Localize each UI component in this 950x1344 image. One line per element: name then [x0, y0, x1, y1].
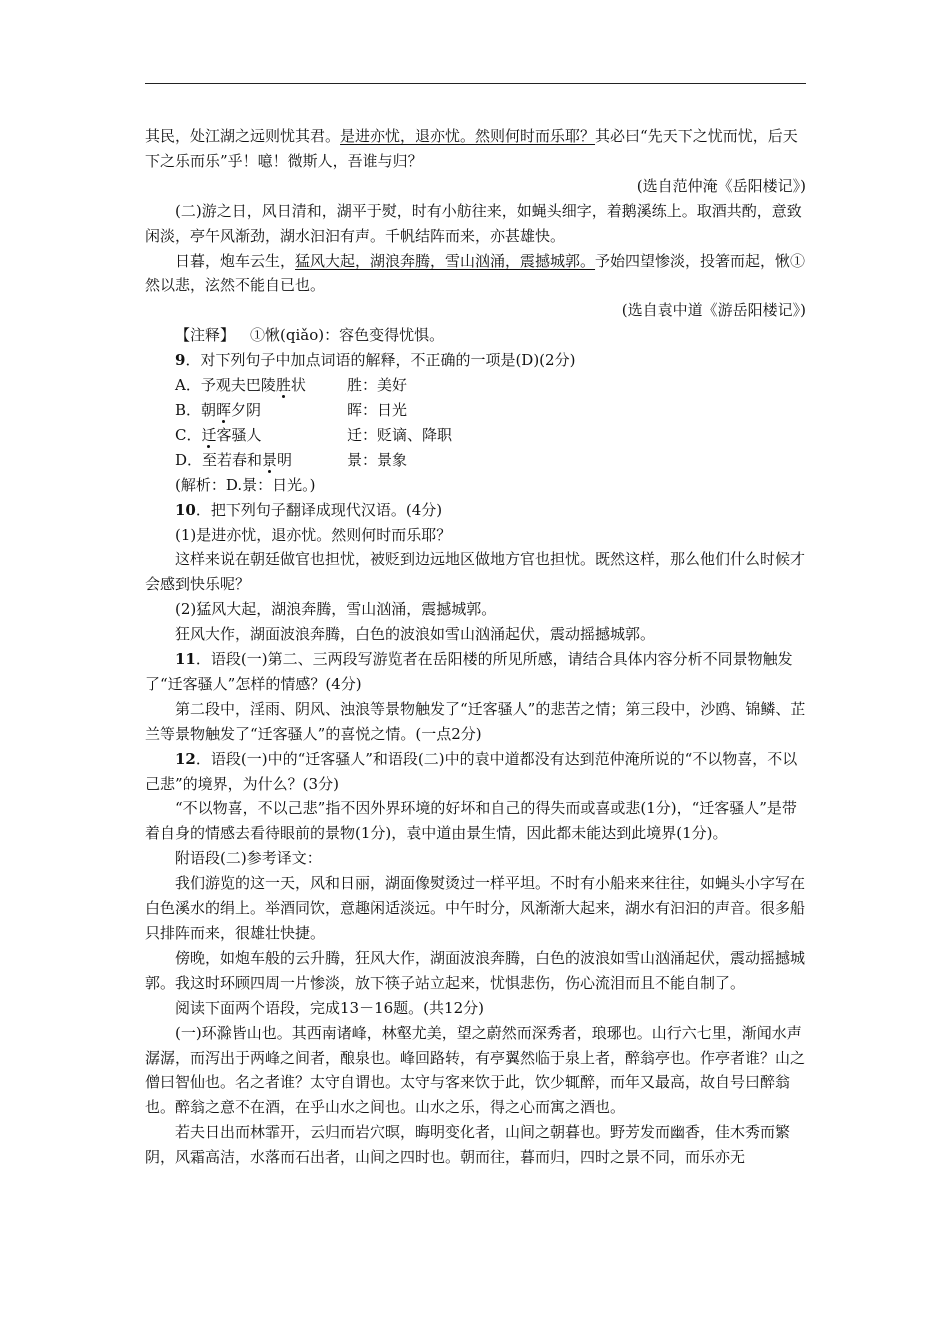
question-12: 12．语段(一)中的“迁客骚人”和语段(二)中的袁中道都没有达到范仲淹所说的“不以物喜，不以己悲”的境界，为什么？(3分) [145, 749, 798, 793]
document-body [145, 124, 806, 1170]
translation-para-1: 我们游览的这一天，风和日丽，湖面像熨烫过一样平坦。不时有小船来来往往，如蝇头小字写在白色溪水的绢上。举酒同饮，意趣闲适淡远。中午时分，风渐渐大起来，湖水有汩汩的声音。很多船只排阵而来，很雄壮快捷。 [145, 874, 806, 942]
option-d: D．至若春和景明 景：景象 [175, 450, 408, 469]
reading-instruction: 阅读下面两个语段，完成13－16题。(共12分) [175, 998, 484, 1017]
question-11: 11．语段(一)第二、三两段写游览者在岳阳楼的所见所感，请结合具体内容分析不同景物触发了“迁客骚人”怎样的情感？(4分) [145, 650, 793, 693]
underlined-sentence: 是进亦忧，退亦忧。然则何时而乐耶？ [340, 127, 596, 145]
question-11-answer: 第二段中，淫雨、阴风、浊浪等景物触发了“迁客骚人”的悲苦之情；第三段中，沙鸥、锦鳞、芷兰等景物触发了“迁客骚人”的喜悦之情。(一点2分) [145, 699, 806, 743]
question-10: 10．把下列句子翻译成现代汉语。(4分) [175, 500, 443, 519]
source-1: (选自范仲淹《岳阳楼记》) [636, 176, 806, 195]
question-10-answer-1: 这样来说在朝廷做官也担忧，被贬到边远地区做地方官也担忧。既然这样，那么他们什么时候才会感到快乐呢？ [145, 550, 806, 594]
header-rule [145, 83, 806, 84]
passage-3-para-2: 若夫日出而林霏开，云归而岩穴暝，晦明变化者，山间之朝暮也。野芳发而幽香，佳木秀而繁阴，风霜高洁，水落而石出者，山间之四时也。朝而往，暮而归，四时之景不同，而乐亦无 [145, 1123, 791, 1167]
translation-para-2: 傍晚，如炮车般的云升腾，狂风大作，湖面波浪奔腾，白色的波浪如雪山汹涌起伏，震动摇撼城郭。我这时环顾四周一片惨淡，放下筷子站立起来，忧惧悲伤，伤心流泪而且不能自制了。 [145, 948, 806, 992]
passage-2-para-2: 日暮，炮车云生，猛风大起，湖浪奔腾，雪山汹涌，震撼城郭。予始四望惨淡，投箸而起，愀①然以悲，泫然不能自已也。 [145, 251, 806, 295]
underlined-sentence: 猛风大起，湖浪奔腾，雪山汹涌，震撼城郭。 [295, 251, 596, 270]
annotation: 【注释】 ①愀(qiǎo)：容色变得忧惧。 [175, 326, 445, 345]
question-12-answer: “不以物喜，不以己悲”指不因外界环境的好坏和自己的得失而或喜或悲(1分)，“迁客骚人”是带着自身的情感去看待眼前的景物(1分)，袁中道由景生情，因此都未能达到此境界(1分)。 [145, 799, 797, 843]
question-10-item-2: (2)猛风大起，湖浪奔腾，雪山汹涌，震撼城郭。 [175, 600, 497, 619]
question-10-answer-2: 狂风大作，湖面波浪奔腾，白色的波浪如雪山汹涌起伏，震动摇撼城郭。 [175, 625, 656, 644]
option-a: A．予观夫巴陵胜状 胜：美好 [175, 376, 408, 395]
passage-3-para-1: (一)环滁皆山也。其西南诸峰，林壑尤美，望之蔚然而深秀者，琅琊也。山行六七里，渐闻水声潺潺，而泻出于两峰之间者，酿泉也。峰回路转，有亭翼然临于泉上者，醉翁亭也。作亭者谁？山之僧曰智仙也。名之者谁？太守自谓也。太守与客来饮于此，饮少辄醉，而年又最高，故自号曰醉翁也。醉翁之意不在酒，在乎山水之间也。山水之乐，得之心而寓之酒也。 [145, 1023, 806, 1117]
passage-1-end: 其民，处江湖之远则忧其君。是进亦忧，退亦忧。然则何时而乐耶？其必曰“先天下之忧而忧，后天下之乐而乐”乎！噫！微斯人，吾谁与归？ [145, 127, 798, 170]
question-9: 9．对下列句子中加点词语的解释，不正确的一项是(D)(2分) [175, 351, 576, 370]
source-2: (选自袁中道《游岳阳楼记》) [621, 301, 806, 320]
option-c: C．迁客骚人 迁：贬谪、降职 [175, 425, 453, 444]
question-10-item-1: (1)是进亦忧，退亦忧。然则何时而乐耶？ [175, 525, 452, 544]
question-9-answer: (解析：D.景：日光。) [175, 475, 316, 494]
option-b: B．朝晖夕阴 晖：日光 [175, 400, 408, 419]
passage-2-para-1: (二)游之日，风日清和，湖平于熨，时有小舫往来，如蝇头细字，着鹅溪练上。取酒共酌，意致闲淡，亭午风渐劲，湖水汩汩有声。千帆结阵而来，亦甚雄快。 [145, 201, 802, 245]
translation-title: 附语段(二)参考译文： [175, 849, 322, 868]
